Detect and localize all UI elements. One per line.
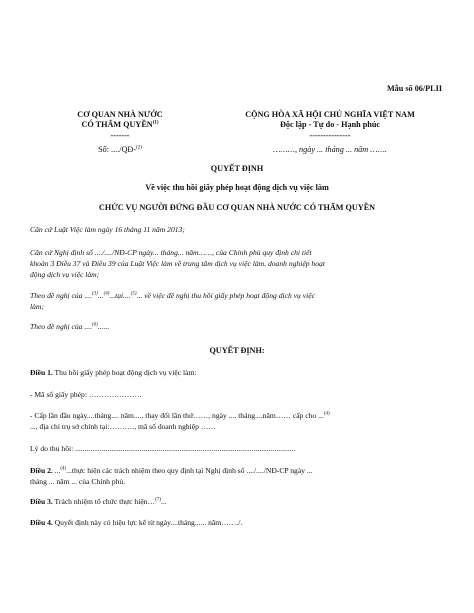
document-subtitle: Về việc thu hồi giấy phép hoạt động dịch vụ việc làm <box>145 183 329 192</box>
right-header-divider: --------------- <box>309 131 351 140</box>
license-issue-line1: - Cấp lần đầu ngày....tháng.... năm...., thay đổi lần thứ……, ngày .... tháng....năm…… cấp cho ...$^{(4)}$ <box>30 411 330 420</box>
left-header-divider: ------- <box>110 131 130 140</box>
article-4: Điều 4. Quyết định này có hiệu lực kể từ ngày....tháng...... năm……./. <box>30 518 243 527</box>
issue-date: ………, ngày ... tháng ... năm ……. <box>273 145 387 154</box>
article-2-line2: tháng ... năm ... của Chính phủ. <box>30 477 126 486</box>
agency-name-line2: CÓ THẨM QUYỀN$^{(1)}$ <box>81 120 159 129</box>
preamble-proposal-line1: Theo đề nghị của ....$^{(3)}$...$^{(4)}$...tại....$^{(5)}$... về việc đề nghị thu hồi giấy phép hoạt động dịch vụ việc <box>30 291 315 300</box>
article-3: Điều 3. Trách nhiệm tổ chức thực hiện…$^{(7)}$... <box>30 497 167 506</box>
preamble-decree-line1: Căn cứ Nghị định số ..../..../NĐ-CP ngày... tháng... năm……, của Chính phủ quy định chi tiết <box>30 248 312 257</box>
revocation-reason: Lý do thu hồi: .................................................................................................................... <box>30 444 296 453</box>
license-number: - Mã số giấy phép: ………………… <box>30 390 142 399</box>
national-title: CỘNG HÒA XÃ HỘI CHỦ NGHĨA VIỆT NAM <box>245 110 415 119</box>
national-motto: Độc lập - Tự do - Hạnh phúc <box>279 120 381 129</box>
preamble-decree-line3: động dịch vụ việc làm; <box>30 270 100 279</box>
article-1: Điều 1. Thu hồi giấy phép hoạt động dịch vụ việc làm: <box>30 368 197 377</box>
agency-name-line1: CƠ QUAN NHÀ NƯỚC <box>77 110 163 119</box>
document-title: QUYẾT ĐỊNH <box>210 164 264 173</box>
issuing-authority: CHỨC VỤ NGƯỜI ĐỨNG ĐẦU CƠ QUAN NHÀ NƯỚC CÓ THẨM QUYỀN <box>98 203 376 212</box>
preamble-law: Căn cứ Luật Việc làm ngày 16 tháng 11 năm 2013; <box>30 225 185 234</box>
article-2-line1: Điều 2. ...$^{(4)}$...thực hiện các trách nhiệm theo quy định tại Nghị định số ..../..../NĐ-CP ngày ... <box>30 466 313 475</box>
preamble-decree-line2: khoản 3 Điều 37 và Điều 39 của Luật Việc làm về trung tâm dịch vụ việc làm, doanh nghiệp hoạt <box>30 259 325 268</box>
preamble-proposal-2: Theo đề nghị của ....$^{(6)}$...... <box>30 322 110 331</box>
decision-number: Số: ..../QĐ-$^{(2)}$ <box>98 145 142 154</box>
license-issue-line2: ..., địa chỉ trụ sở chính tại:………., mã số doanh nghiệp …… <box>30 422 217 431</box>
preamble-proposal-line2: làm; <box>30 302 44 311</box>
decide-heading: QUYẾT ĐỊNH: <box>209 346 265 355</box>
form-code: Mẫu số 06/PLII <box>386 84 442 93</box>
